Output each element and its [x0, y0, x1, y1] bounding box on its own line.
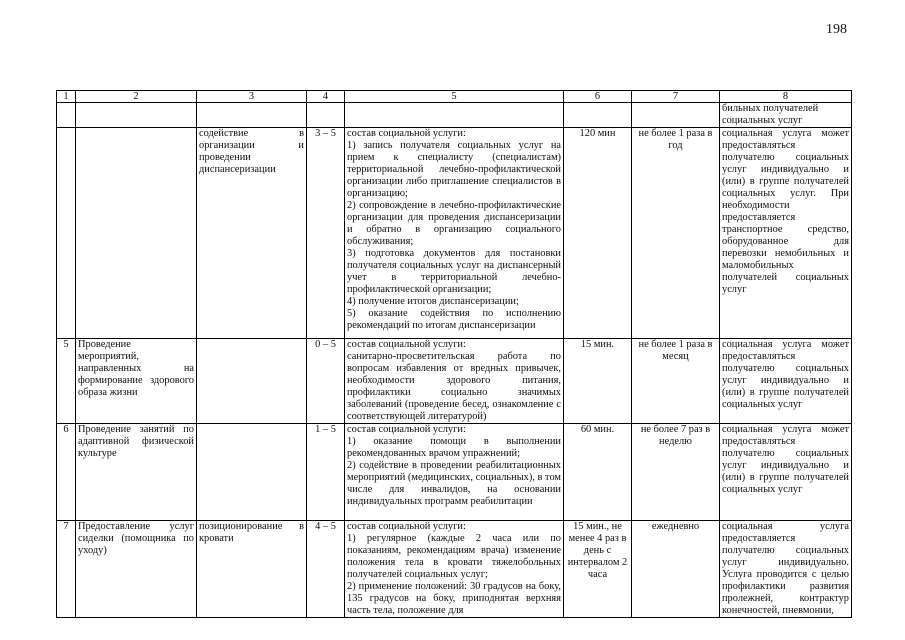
paragraph: 1) запись получателя социальных услуг на прием к специалисту (специалистам) территориальной лечебно-профилактической организации либо приглашение специалистов в организацию; [347, 140, 561, 199]
service-name [76, 103, 197, 128]
paragraph: социальная услуга предоставляется получателю социальных услуг индивидуально. Услуга проводится с целью профилактики развития пролежней, контрактур конечностей, пневмонии, [722, 521, 849, 616]
column-number: 3 [197, 91, 307, 103]
service-name [76, 128, 197, 339]
paragraph: 1) регулярное (каждые 2 часа или по показаниям, рекомендациям врача) изменение положения тела в кровати тяжелобольных получателей социальных услуг; [347, 533, 561, 580]
service-duration: 15 мин., не менее 4 раз в день с интервалом 2 часа [564, 521, 632, 618]
paragraph: 3) подготовка документов для постановки получателя социальных услуг на диспансерный учет в территориальной лечебно-профилактической организации; [347, 248, 561, 295]
service-content [345, 339, 564, 424]
paragraph: 2) содействие в проведении реабилитационных мероприятий (медицинских, социальных), в том числе для инвалидов, на основании индивидуальных программ реабилитации [347, 460, 562, 507]
service-duration: 60 мин. [564, 424, 632, 521]
column-number: 8 [720, 91, 852, 103]
sub-service [197, 339, 307, 424]
page-number: 198 [826, 22, 847, 37]
paragraph: социальных услуг [722, 115, 803, 126]
column-number-row [57, 91, 852, 103]
paragraph: состав социальной услуги: [347, 339, 466, 350]
column-number: 1 [57, 91, 76, 103]
paragraph: 5) оказание содействия по исполнению рекомендаций по итогам диспансеризации [347, 308, 561, 331]
sub-service [197, 424, 307, 521]
service-conditions [720, 103, 852, 128]
paragraph: 1) оказание помощи в выполнении рекомендованных врачом упражнений; [347, 436, 561, 459]
column-number: 2 [76, 91, 197, 103]
service-frequency: не более 1 раза в год [632, 128, 720, 339]
paragraph: состав социальной услуги: [347, 521, 466, 532]
column-number: 7 [632, 91, 720, 103]
service-conditions [720, 424, 852, 521]
service-term: 0 – 5 [307, 339, 345, 424]
service-conditions [720, 521, 852, 618]
services-table [56, 90, 852, 618]
row-number: 6 [57, 424, 76, 521]
service-term [307, 103, 345, 128]
column-number: 4 [307, 91, 345, 103]
paragraph: социальная услуга может предоставляться получателю социальных услуг индивидуально и (или) в группе получателей социальных услуг. При необходимости предоставляется транспортное средство, оборудованное для перевозки немобильных и маломобильных получателей социальных услуг [722, 128, 849, 295]
service-term: 4 – 5 [307, 521, 345, 618]
paragraph: 4) получение итогов диспансеризации; [347, 296, 519, 307]
row-number: 7 [57, 521, 76, 618]
paragraph: социальная услуга может предоставляться получателю социальных услуг индивидуально и (или) в группе получателей социальных услуг [722, 424, 849, 495]
service-frequency: не более 1 раза в месяц [632, 339, 720, 424]
service-name: Предоставление услуг сиделки (помощника по уходу) [76, 521, 197, 618]
column-number: 5 [345, 91, 564, 103]
paragraph: санитарно-просветительская работа по вопросам избавления от вредных привычек, необходимости здорового питания, профилактики социально значимых заболеваний (проведение бесед, ознакомление с соответствующей литературой) [347, 351, 561, 422]
table-row [57, 339, 852, 424]
table-row [57, 424, 852, 521]
service-duration [564, 103, 632, 128]
paragraph: состав социальной услуги: [347, 128, 466, 139]
column-number: 6 [564, 91, 632, 103]
row-number [57, 128, 76, 339]
service-term: 3 – 5 [307, 128, 345, 339]
service-name: Проведение мероприятий, направленных на формирование здорового образа жизни [76, 339, 197, 424]
service-content [345, 424, 564, 521]
service-duration: 120 мин [564, 128, 632, 339]
service-frequency: ежедневно [632, 521, 720, 618]
service-content [345, 521, 564, 618]
service-frequency: не более 7 раз в неделю [632, 424, 720, 521]
service-conditions [720, 128, 852, 339]
service-content [345, 103, 564, 128]
sub-service: позиционирование в кровати [197, 521, 307, 618]
paragraph: 2) сопровождение в лечебно-профилактические организации для проведения диспансеризации и обратно в организацию социального обслуживания; [347, 200, 561, 247]
paragraph: социальная услуга может предоставляться получателю социальных услуг индивидуально и (или) в группе получателей социальных услуг [722, 339, 849, 410]
service-name: Проведение занятий по адаптивной физической культуре [76, 424, 197, 521]
row-number: 5 [57, 339, 76, 424]
paragraph: состав социальной услуги: [347, 424, 466, 435]
service-content [345, 128, 564, 339]
sub-service: содействие в организации и проведении диспансеризации [197, 128, 307, 339]
service-duration: 15 мин. [564, 339, 632, 424]
table-row [57, 128, 852, 339]
service-frequency [632, 103, 720, 128]
row-number [57, 103, 76, 128]
paragraph: 2) применение положений: 30 градусов на боку, 135 градусов на боку, приподнятая верхняя часть тела, положение для [347, 581, 561, 616]
sub-service [197, 103, 307, 128]
table-row [57, 103, 852, 128]
service-conditions [720, 339, 852, 424]
service-term: 1 – 5 [307, 424, 345, 521]
table-row [57, 521, 852, 618]
paragraph: бильных получателей [722, 103, 819, 114]
